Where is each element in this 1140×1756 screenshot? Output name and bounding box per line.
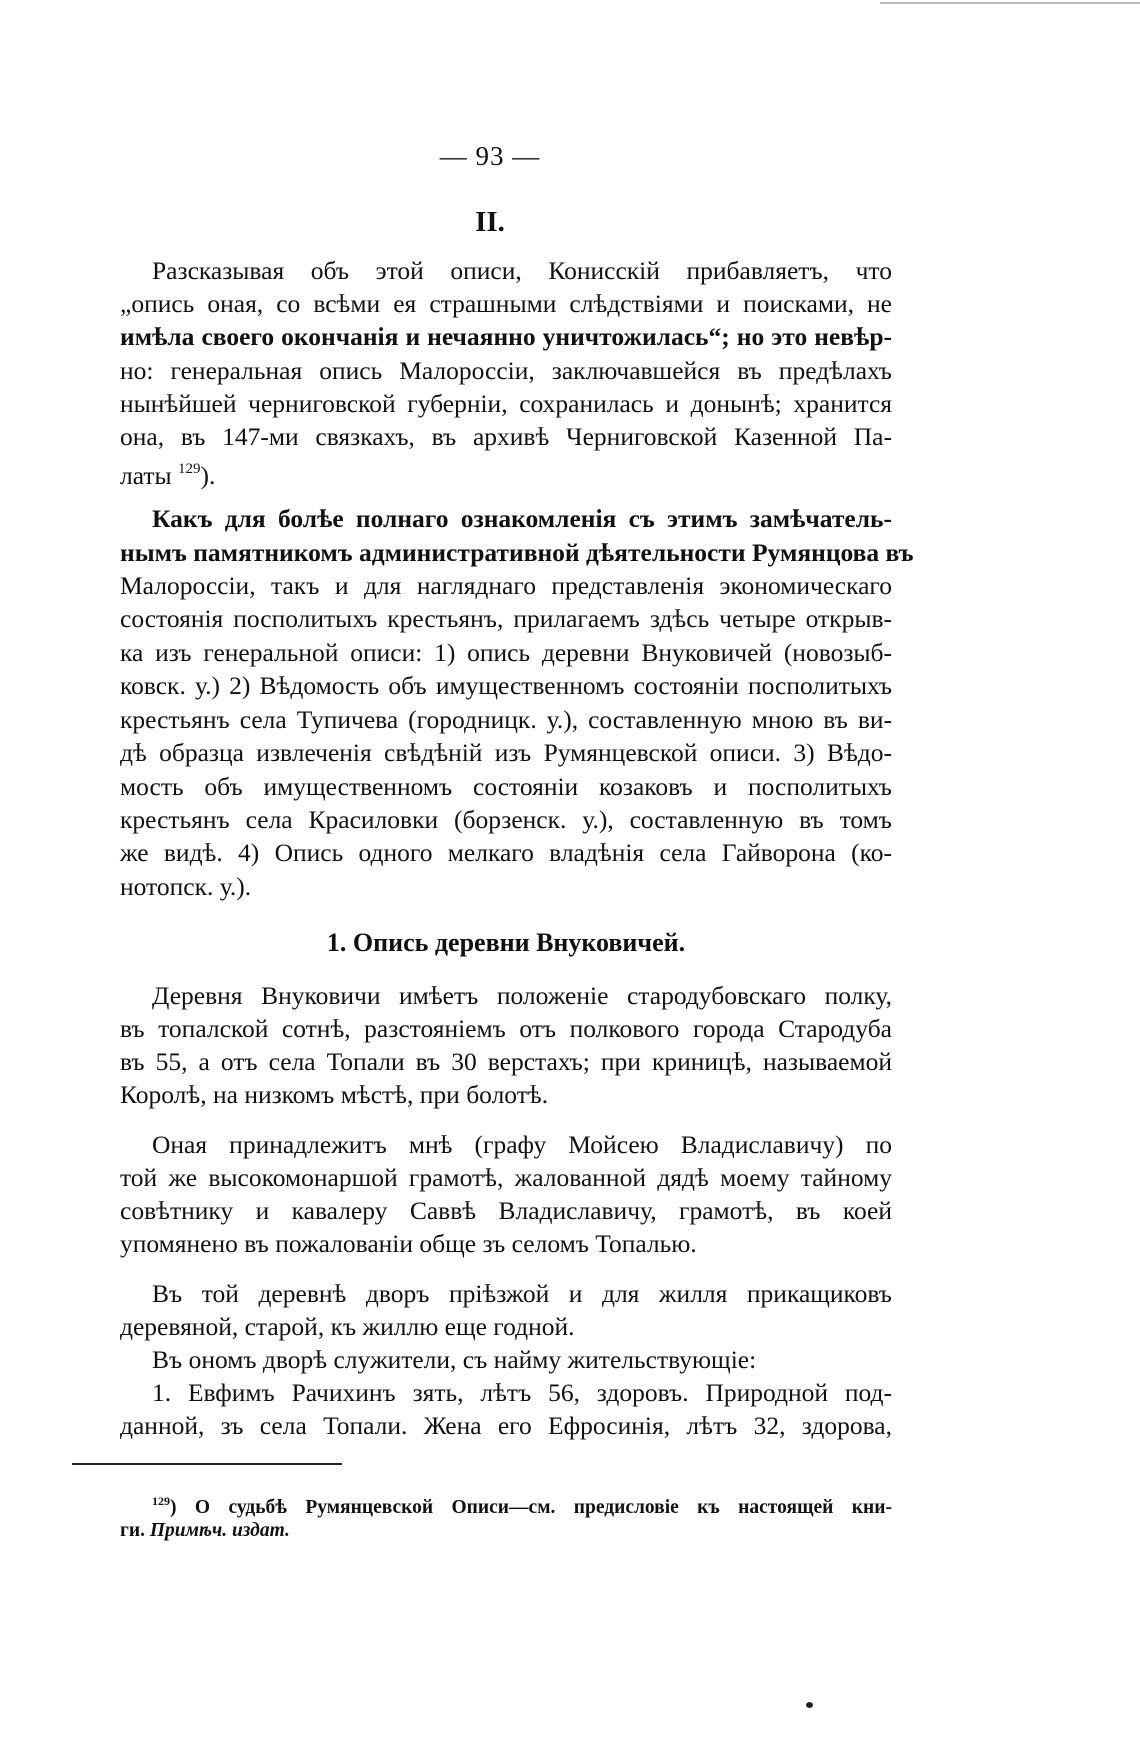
text-line: данной, зъ села Топали. Жена его Ефросинія, лѣтъ 32, здорова, (120, 1411, 892, 1440)
text-line: въ 55, а отъ села Топали въ 30 верстахъ; при криницѣ, называемой (120, 1047, 892, 1076)
text-line: совѣтнику и кавалеру Саввѣ Владиславичу, грамотѣ, въ коей (120, 1196, 892, 1225)
text-line: Малороссіи, такъ и для нагляднаго представленія экономическаго (120, 571, 892, 600)
text-line: Въ ономъ дворѣ служители, съ найму жительствующіе: (152, 1345, 757, 1374)
text-fragment: ). (200, 461, 216, 490)
text-line: Деревня Внуковичи имѣетъ положеніе стародубовскаго полку, (152, 981, 892, 1010)
text-line: въ топалской сотнѣ, разстояніемъ отъ полкового города Стародуба (120, 1014, 892, 1043)
text-line: деревяной, старой, къ жиллю еще годной. (120, 1312, 575, 1341)
text-line: той же высокомонаршой грамотѣ, жалованной дядѣ моему тайному (120, 1163, 892, 1192)
text-line: „опись оная, со всѣми ея страшными слѣдствіями и поисками, не (120, 289, 892, 318)
footnote-text: ) О судьбѣ Румянцевской Описи—см. предисловіе къ настоящей кни- (170, 1497, 892, 1518)
text-line: нымъ памятникомъ административной дѣятельности Румянцова въ (120, 538, 914, 567)
text-line: нотопск. у.). (120, 872, 252, 901)
footnote-line (120, 1517, 892, 1545)
footnote-text: ги. (120, 1520, 145, 1541)
text-line: упомянено въ пожалованіи обще зъ селомъ Топалью. (120, 1229, 697, 1258)
text-line-with-footnote (120, 453, 892, 492)
text-line: имѣла своего окончанія и нечаянно уничтожилась“; но это невѣр- (120, 322, 892, 351)
footnote-separator (72, 1463, 342, 1465)
text-fragment: латы (120, 461, 172, 490)
text-line: Въ той деревнѣ дворъ пріѣзжой и для жилля прикащиковъ (152, 1279, 892, 1308)
text-line: Королѣ, на низкомъ мѣстѣ, при болотѣ. (120, 1080, 549, 1109)
text-line: дѣ образца извлеченія свѣдѣній изъ Румянцевской описи. 3) Вѣдо- (120, 738, 892, 767)
text-line: Какъ для болѣе полнаго ознакомленія съ этимъ замѣчатель- (152, 504, 892, 533)
section-title: II. (475, 206, 505, 238)
text-line: же видѣ. 4) Опись одного мелкаго владѣнія села Гайворона (ко- (120, 838, 892, 867)
subsection-heading: 1. Опись деревни Внуковичей. (326, 928, 686, 957)
editor-note: Примѣч. издат. (149, 1520, 290, 1541)
text-line: ковск. у.) 2) Вѣдомость объ имущественномъ состояніи посполитыхъ (120, 671, 892, 700)
text-line: крестьянъ села Красиловки (борзенск. у.), составленную въ томъ (120, 805, 892, 834)
text-line: но: генеральная опись Малороссіи, заключавшейся въ предѣлахъ (120, 356, 892, 385)
text-line: она, въ 147-ми связкахъ, въ архивѣ Черниговской Казенной Па- (120, 422, 892, 451)
text-line: состоянія посполитыхъ крестьянъ, прилагаемъ здѣсь четыре открыв- (120, 604, 892, 633)
text-line: Разсказывая объ этой описи, Конисскій прибавляетъ, что (152, 256, 892, 285)
text-line: крестьянъ села Тупичева (городницк. у.), составленную мною въ ви- (120, 705, 892, 734)
scan-speck (806, 1702, 813, 1708)
page-number: — 93 — (439, 141, 541, 171)
text-line: ка изъ генеральной описи: 1) опись деревни Внуковичей (новозыб- (120, 638, 892, 667)
footnote-marker: 129 (178, 461, 201, 477)
text-line: нынѣйшей черниговской губерніи, сохранилась и донынѣ; хранится (120, 389, 892, 418)
footnote-number: 129 (152, 1494, 170, 1508)
scan-edge-line (880, 2, 1140, 4)
text-line: 1. Евфимъ Рачихинъ зять, лѣтъ 56, здоровъ. Природной под- (152, 1378, 892, 1407)
text-line: мость объ имущественномъ состояніи козаковъ и посполитыхъ (120, 772, 892, 801)
text-line: Оная принадлежитъ мнѣ (графу Мойсею Владиславичу) по (152, 1130, 892, 1159)
